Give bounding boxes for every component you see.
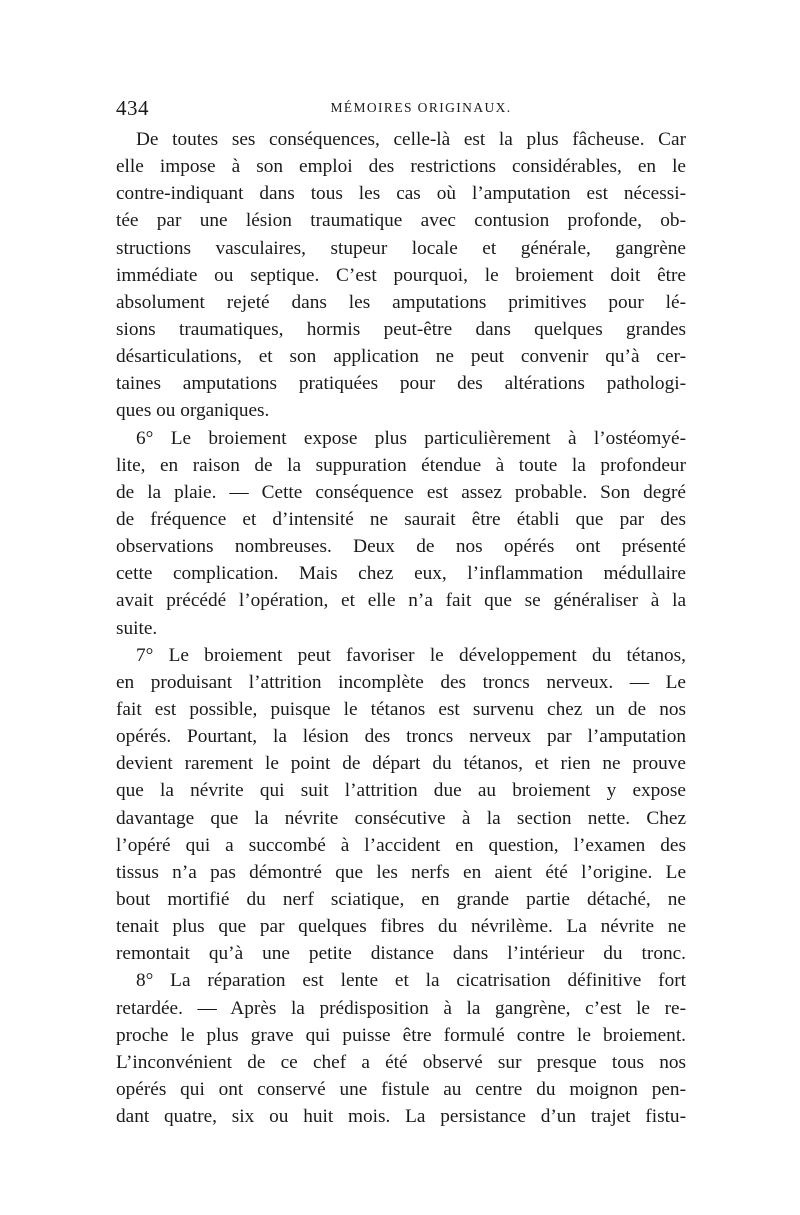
- text-line: davantage que la névrite consécutive à la section nette. Chez: [116, 807, 686, 829]
- text-line: devient rarement le point de départ du tétanos, et rien ne prouve: [116, 753, 686, 775]
- text-line: opérés. Pourtant, la lésion des troncs nerveux par l’amputation: [116, 726, 686, 748]
- text-line: 7° Le broiement peut favoriser le développement du tétanos,: [136, 644, 686, 666]
- text-line: immédiate ou septique. C’est pourquoi, le broiement doit être: [116, 264, 686, 286]
- text-line: 8° La réparation est lente et la cicatrisation définitive fort: [136, 970, 686, 992]
- text-line: L’inconvénient de ce chef a été observé sur presque tous nos: [116, 1051, 686, 1073]
- text-line: tée par une lésion traumatique avec contusion profonde, ob-: [116, 210, 686, 232]
- text-line: fait est possible, puisque le tétanos est survenu chez un de nos: [116, 698, 686, 720]
- text-line: dant quatre, six ou huit mois. La persistance d’un trajet fistu-: [116, 1106, 686, 1128]
- text-line: contre-indiquant dans tous les cas où l’amputation est nécessi-: [116, 183, 686, 205]
- running-title: MÉMOIRES ORIGINAUX.: [330, 100, 512, 115]
- text-line: remontait qu’à une petite distance dans l’intérieur du tronc.: [116, 943, 686, 965]
- text-line: que la névrite qui suit l’attrition due au broiement y expose: [116, 780, 686, 802]
- text-line: l’opéré qui a succombé à l’accident en question, l’examen des: [116, 834, 686, 856]
- text-line: tenait plus que par quelques fibres du névrilème. La névrite ne: [116, 916, 686, 938]
- page-header: [116, 96, 686, 126]
- page-number: 434: [116, 96, 149, 120]
- text-line: opérés qui ont conservé une fistule au centre du moignon pen-: [116, 1078, 686, 1100]
- text-line: retardée. — Après la prédisposition à la gangrène, c’est le re-: [116, 997, 686, 1019]
- text-line: sions traumatiques, hormis peut-être dans quelques grandes: [116, 318, 686, 340]
- text-line: bout mortifié du nerf sciatique, en grande partie détaché, ne: [116, 888, 686, 910]
- text-line: en produisant l’attrition incomplète des troncs nerveux. — Le: [116, 671, 686, 693]
- text-line: 6° Le broiement expose plus particulièrement à l’ostéomyé-: [136, 427, 686, 449]
- body-text: [116, 126, 686, 1130]
- text-line: avait précédé l’opération, et elle n’a fait que se généraliser à la: [116, 590, 686, 612]
- text-line: tissus n’a pas démontré que les nerfs en aient été l’origine. Le: [116, 861, 686, 883]
- text-line: absolument rejeté dans les amputations primitives pour lé-: [116, 291, 686, 313]
- text-line: ques ou organiques.: [116, 400, 270, 422]
- text-line: suite.: [116, 617, 158, 639]
- text-line: lite, en raison de la suppuration étendue à toute la profondeur: [116, 454, 686, 476]
- text-line: désarticulations, et son application ne peut convenir qu’à cer-: [116, 346, 686, 368]
- text-line: observations nombreuses. Deux de nos opérés ont présenté: [116, 536, 686, 558]
- text-line: elle impose à son emploi des restrictions considérables, en le: [116, 156, 686, 178]
- text-line: cette complication. Mais chez eux, l’inflammation médullaire: [116, 563, 686, 585]
- text-line: taines amputations pratiquées pour des altérations pathologi-: [116, 373, 686, 395]
- text-line: de fréquence et d’intensité ne saurait être établi que par des: [116, 508, 686, 530]
- text-line: structions vasculaires, stupeur locale et générale, gangrène: [116, 237, 686, 259]
- text-line: proche le plus grave qui puisse être formulé contre le broiement.: [116, 1024, 686, 1046]
- text-line: de la plaie. — Cette conséquence est assez probable. Son degré: [116, 481, 686, 503]
- text-line: De toutes ses conséquences, celle-là est la plus fâcheuse. Car: [136, 129, 686, 150]
